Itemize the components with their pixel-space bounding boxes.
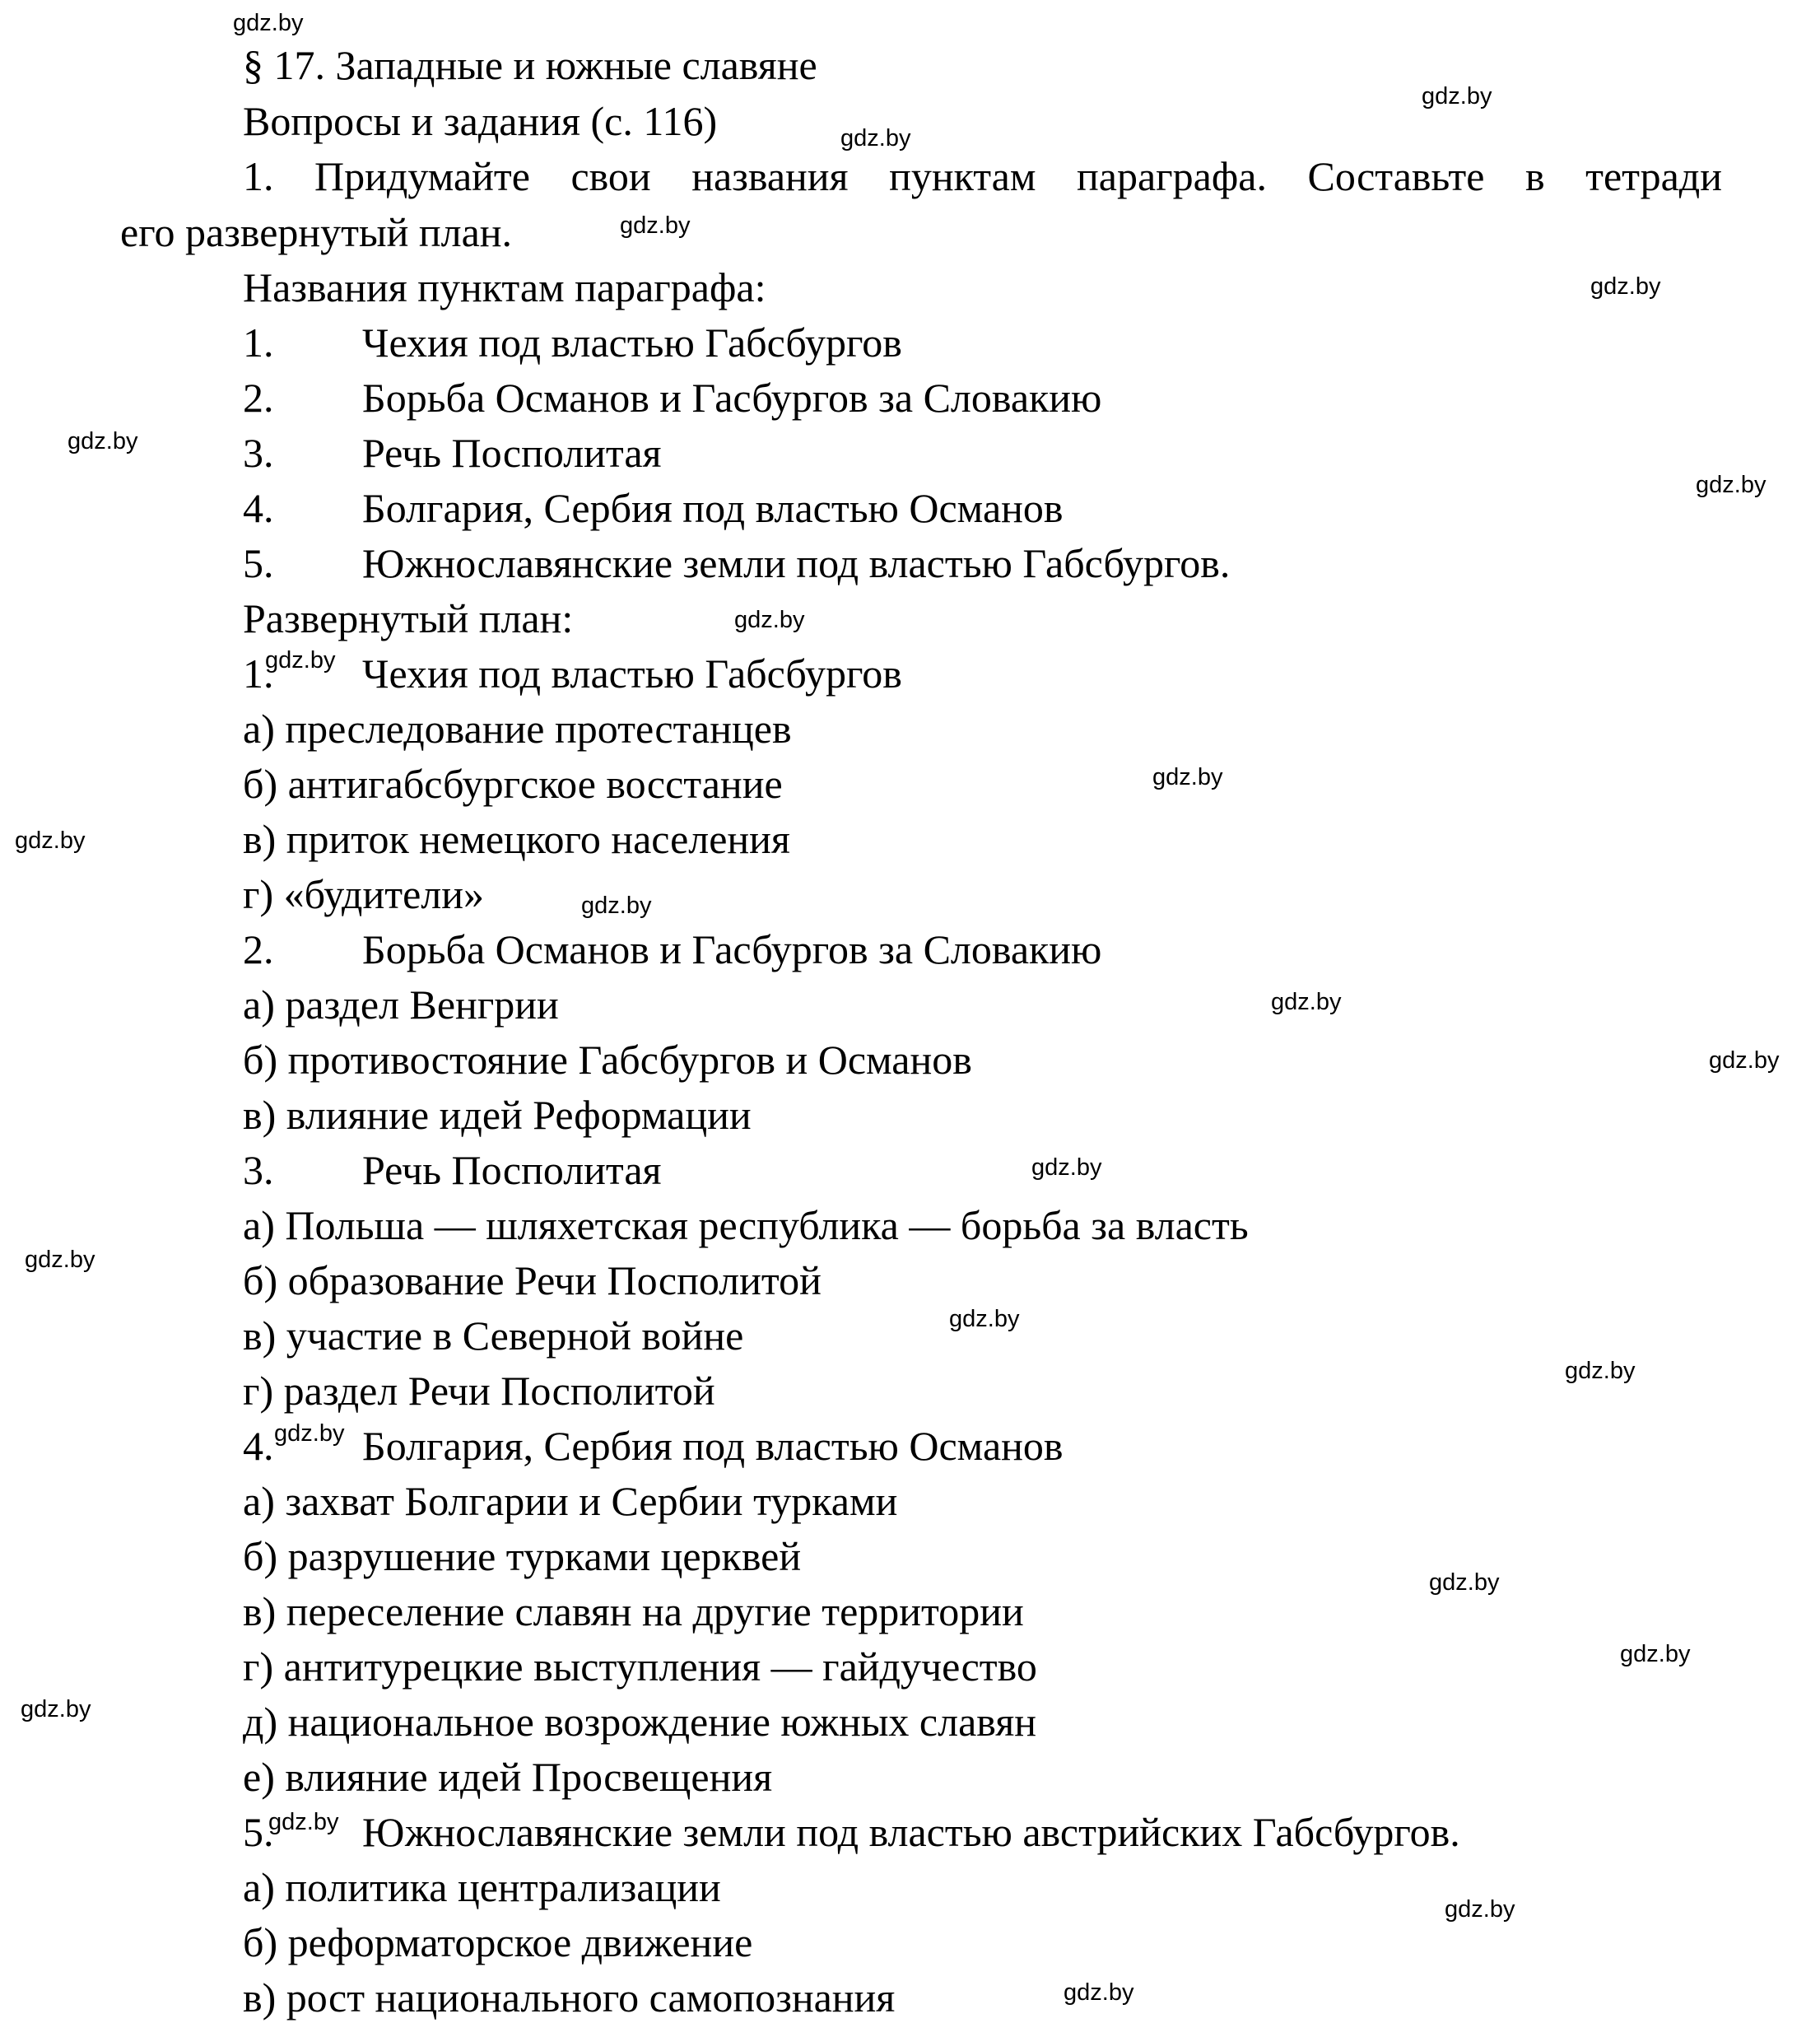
plan-section-number: 1.: [243, 650, 274, 697]
plan-item-text: в) приток немецкого населения: [243, 816, 790, 862]
watermark: gdz.by: [734, 607, 805, 633]
plan-section-title: Болгария, Сербия под властью Османов: [362, 1423, 1064, 1469]
watermark: gdz.by: [840, 125, 911, 151]
plan-section-title: Чехия под властью Габсбургов: [362, 650, 902, 697]
list-item-text: Южнославянские земли под властью Габсбургов.: [362, 540, 1231, 586]
watermark: gdz.by: [1152, 764, 1223, 790]
list-item-number: 1.: [243, 319, 274, 366]
plan-item-text: б) образование Речи Посполитой: [243, 1257, 822, 1303]
watermark: gdz.by: [1031, 1154, 1102, 1181]
plan-item-text: в) рост национального самопознания: [243, 1974, 896, 2021]
watermark: gdz.by: [21, 1696, 91, 1722]
watermark: gdz.by: [581, 893, 652, 919]
plan-item-text: а) политика централизации: [243, 1864, 721, 1910]
plan-section-number: 3.: [243, 1147, 274, 1193]
plan-item-text: в) участие в Северной войне: [243, 1312, 744, 1359]
plan-item-text: а) Польша — шляхетская республика — борьба за власть: [243, 1202, 1249, 1248]
watermark: gdz.by: [1445, 1896, 1515, 1923]
watermark: gdz.by: [1565, 1358, 1636, 1384]
list-item-text: Речь Посполитая: [362, 430, 662, 476]
watermark: gdz.by: [1620, 1641, 1691, 1667]
plan-section-title: Речь Посполитая: [362, 1147, 662, 1193]
plan-heading-text: Развернутый план:: [243, 595, 574, 641]
plan-item-text: а) раздел Венгрии: [243, 981, 559, 1028]
list-item-number: 2.: [243, 375, 274, 421]
plan-item-text: а) захват Болгарии и Сербии турками: [243, 1478, 898, 1524]
plan-item-text: д) национальное возрождение южных славян: [243, 1699, 1036, 1745]
titles-heading-text: Названия пунктам параграфа:: [243, 264, 766, 310]
plan-item-text: б) противостояние Габсбургов и Османов: [243, 1037, 972, 1083]
plan-item-text: в) переселение славян на другие территории: [243, 1588, 1024, 1634]
watermark: gdz.by: [1709, 1047, 1780, 1074]
watermark: gdz.by: [949, 1306, 1020, 1332]
plan-item-text: г) раздел Речи Посполитой: [243, 1368, 715, 1414]
watermark: gdz.by: [274, 1420, 345, 1447]
plan-item-text: а) преследование протестанцев: [243, 706, 792, 752]
page-subtitle-text: Вопросы и задания (с. 116): [243, 98, 718, 144]
watermark: gdz.by: [1422, 83, 1492, 110]
watermark: gdz.by: [1271, 989, 1342, 1015]
watermark: gdz.by: [1064, 1979, 1134, 2006]
plan-item-text: г) антитурецкие выступления — гайдучество: [243, 1643, 1037, 1690]
list-item-number: 5.: [243, 540, 274, 586]
watermark: gdz.by: [233, 10, 304, 36]
page-title-text: § 17. Западные и южные славяне: [243, 42, 817, 88]
watermark: gdz.by: [1590, 273, 1661, 300]
plan-item-text: е) влияние идей Просвещения: [243, 1754, 773, 1800]
question-text-1: 1. Придумайте свои названия пунктам параграфа. Составьте в тетради: [243, 153, 1722, 199]
plan-section-number: 4.: [243, 1423, 274, 1469]
plan-item-text: б) разрушение турками церквей: [243, 1533, 802, 1579]
watermark: gdz.by: [15, 827, 86, 854]
watermark: gdz.by: [620, 212, 691, 239]
watermark: gdz.by: [268, 1809, 339, 1835]
watermark: gdz.by: [1696, 472, 1766, 498]
plan-item-text: в) влияние идей Реформации: [243, 1092, 752, 1138]
watermark: gdz.by: [265, 647, 336, 674]
question-text-2: его развернутый план.: [120, 209, 513, 255]
list-item-text: Чехия под властью Габсбургов: [362, 319, 902, 366]
plan-item-text: б) антигабсбургское восстание: [243, 761, 783, 807]
list-item-text: Борьба Османов и Гасбургов за Словакию: [362, 375, 1102, 421]
list-item-number: 4.: [243, 485, 274, 531]
plan-item-text: г) «будители»: [243, 871, 484, 917]
watermark: gdz.by: [67, 428, 138, 454]
plan-section-number: 5.: [243, 1809, 274, 1855]
watermark: gdz.by: [25, 1247, 95, 1273]
plan-section-title: Южнославянские земли под властью австрийских Габсбургов.: [362, 1809, 1460, 1855]
plan-section-title: Борьба Османов и Гасбургов за Словакию: [362, 926, 1102, 972]
plan-item-text: б) реформаторское движение: [243, 1919, 753, 1965]
list-item-text: Болгария, Сербия под властью Османов: [362, 485, 1064, 531]
watermark: gdz.by: [1429, 1569, 1500, 1596]
list-item-number: 3.: [243, 430, 274, 476]
plan-section-number: 2.: [243, 926, 274, 972]
